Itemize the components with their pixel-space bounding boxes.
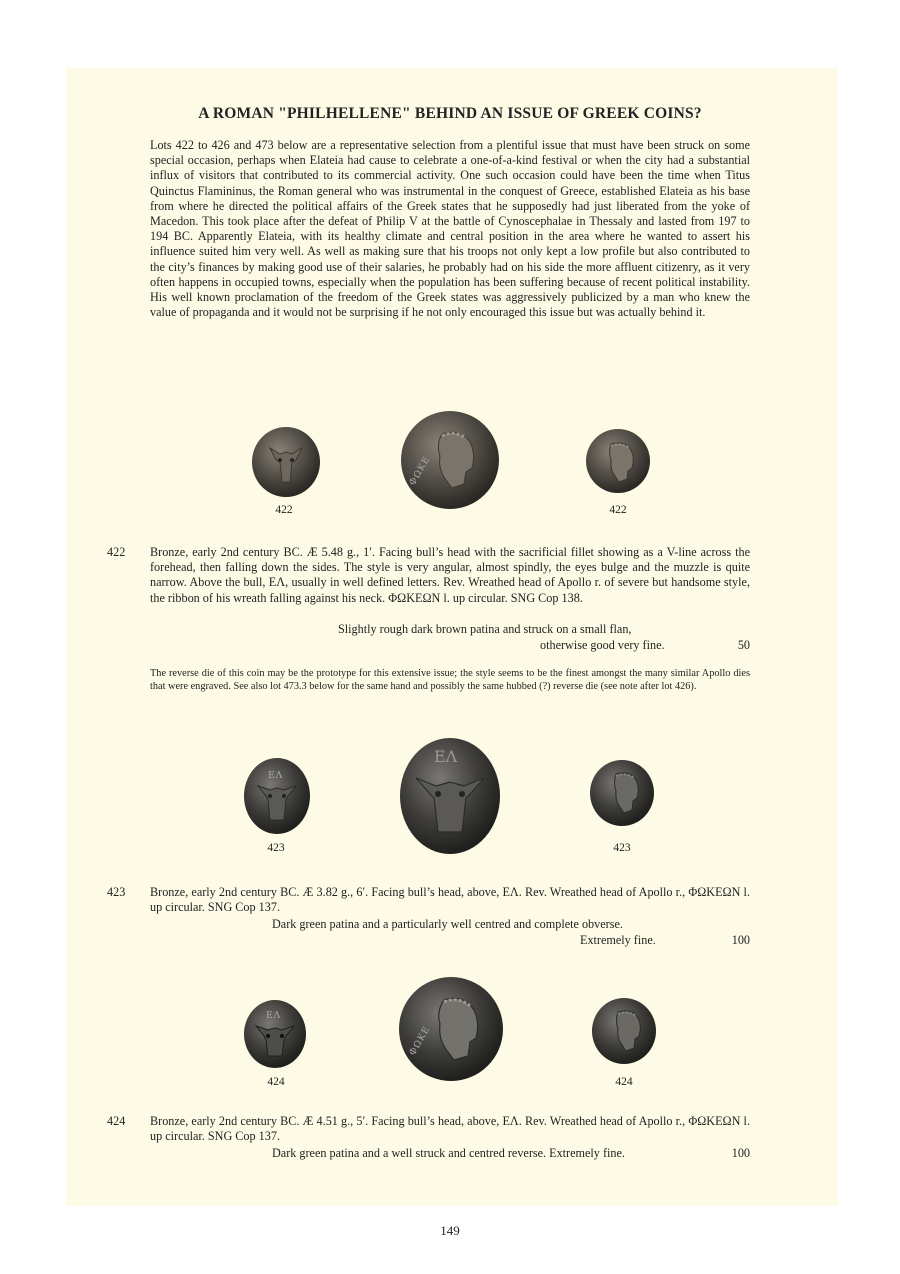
lot-number-423: 423 (107, 885, 126, 899)
coin-422-obverse (250, 426, 322, 498)
lot-description-424: Bronze, early 2nd century BC. Æ 4.51 g., 5′. Facing bull’s head, above, ΕΛ. Rev. Wreathed head of Apollo r., ΦΩΚΕΩΝ l. up circular. SNG Cop 137. (150, 1114, 750, 1144)
coin-423-obverse-large (398, 736, 502, 856)
intro-paragraph: Lots 422 to 426 and 473 below are a representative selection from a plentiful issue that must have been struck on some special occasion, perhaps when Elateia had cause to celebrate a one-of-a-kind festival or when the city had a substantial influx of visitors that contributed to its commercial activity. One such occasion could have been the time when Titus Quinctus Flamininus, the Roman general who was instrumental in the conquest of Greece, established Elateia as his base from where he directed the political affairs of the Greek states that he supposedly had just liberated from the yoke of Macedon. This took place after the defeat of Philip V at the battle of Cynoscephalae in Thessaly and lasted from 197 to 194 BC. Apparently Elateia, with its healthy climate and central position in the area where he wanted to assert his influence suited him very well. As well as making sure that his troops not only kept a low profile but also contributed to the city’s finances by making good use of their salaries, he probably had on his side the more affluent citizenry, as it very often happens in occupied towns, especially when the population has been suffering because of recent political instability. His well known proclamation of the freedom of the Greek states was aggressively publicized by a man who knew the value of propaganda and it would not be surprising if he not only encouraged this issue but was actually behind it. (150, 138, 750, 320)
page-title: A ROMAN "PHILHELLENE" BEHIND AN ISSUE OF GREEK COINS? (198, 105, 702, 122)
svg-text:ΕΛ: ΕΛ (434, 747, 458, 766)
coin-label-424-left: 424 (267, 1076, 285, 1088)
coin-423-obverse (242, 756, 312, 836)
coin-423-reverse (588, 758, 656, 828)
lot-number-424: 424 (107, 1114, 126, 1128)
coin-label-424-right: 424 (615, 1076, 633, 1088)
svg-text:ΕΛ: ΕΛ (266, 1011, 282, 1021)
lot-description-422: Bronze, early 2nd century BC. Æ 5.48 g., 1′. Facing bull’s head with the sacrificial fillet showing as a V-line across the forehead, then falling down the sides. The style is very angular, almost spindly, the eyes bulge and the muzzle is quite narrow. Above the bull, ΕΛ, usually in well defined letters. Rev. Wreathed head of Apollo r. of severe but handsome style, the ribbon of his wreath falling against his neck. ΦΩΚΕΩΝ l. up circular. SNG Cop 138. (150, 545, 750, 605)
coin-422-reverse-large (400, 410, 500, 510)
coin-label-423-left: 423 (267, 842, 285, 854)
page-number: 149 (440, 1223, 460, 1238)
coin-label-422-left: 422 (275, 504, 293, 516)
coin-label-422-right: 422 (609, 504, 627, 516)
coin-label-423-right: 423 (613, 842, 631, 854)
lot-price-423: 100 (731, 933, 750, 947)
lot-number-422: 422 (107, 545, 126, 559)
coin-424-obverse (242, 998, 308, 1070)
lot-description-423: Bronze, early 2nd century BC. Æ 3.82 g., 6′. Facing bull’s head, above, ΕΛ. Rev. Wreathed head of Apollo r., ΦΩΚΕΩΝ l. up circular. SNG Cop 137. (150, 885, 750, 915)
coin-422-reverse (585, 428, 651, 494)
lot-condition-422-line1: Slightly rough dark brown patina and struck on a small flan, (338, 622, 632, 636)
lot-condition-422-line2: otherwise good very fine. (540, 638, 665, 652)
lot-price-422: 50 (737, 638, 750, 652)
lot-condition-423-line1: Dark green patina and a particularly well centred and complete obverse. (272, 917, 623, 931)
lot-condition-423-line2: Extremely fine. (580, 933, 656, 947)
coin-424-reverse (590, 996, 658, 1066)
lot-condition-424-line1: Dark green patina and a well struck and centred reverse. Extremely fine. (272, 1146, 625, 1160)
svg-text:ΦΩΚΕ: ΦΩΚΕ (407, 454, 433, 488)
svg-text:ΕΛ: ΕΛ (268, 771, 284, 781)
lot-price-424: 100 (731, 1146, 750, 1160)
svg-text:ΦΩΚΕ: ΦΩΚΕ (407, 1024, 433, 1058)
coin-424-reverse-large (398, 976, 504, 1082)
lot-note-422: The reverse die of this coin may be the prototype for this extensive issue; the style seems to be the finest amongst the many similar Apollo dies that were engraved. See also lot 473.3 below for the same hand and possibly the same hubbed (?) reverse die (see note after lot 426). (150, 668, 750, 693)
